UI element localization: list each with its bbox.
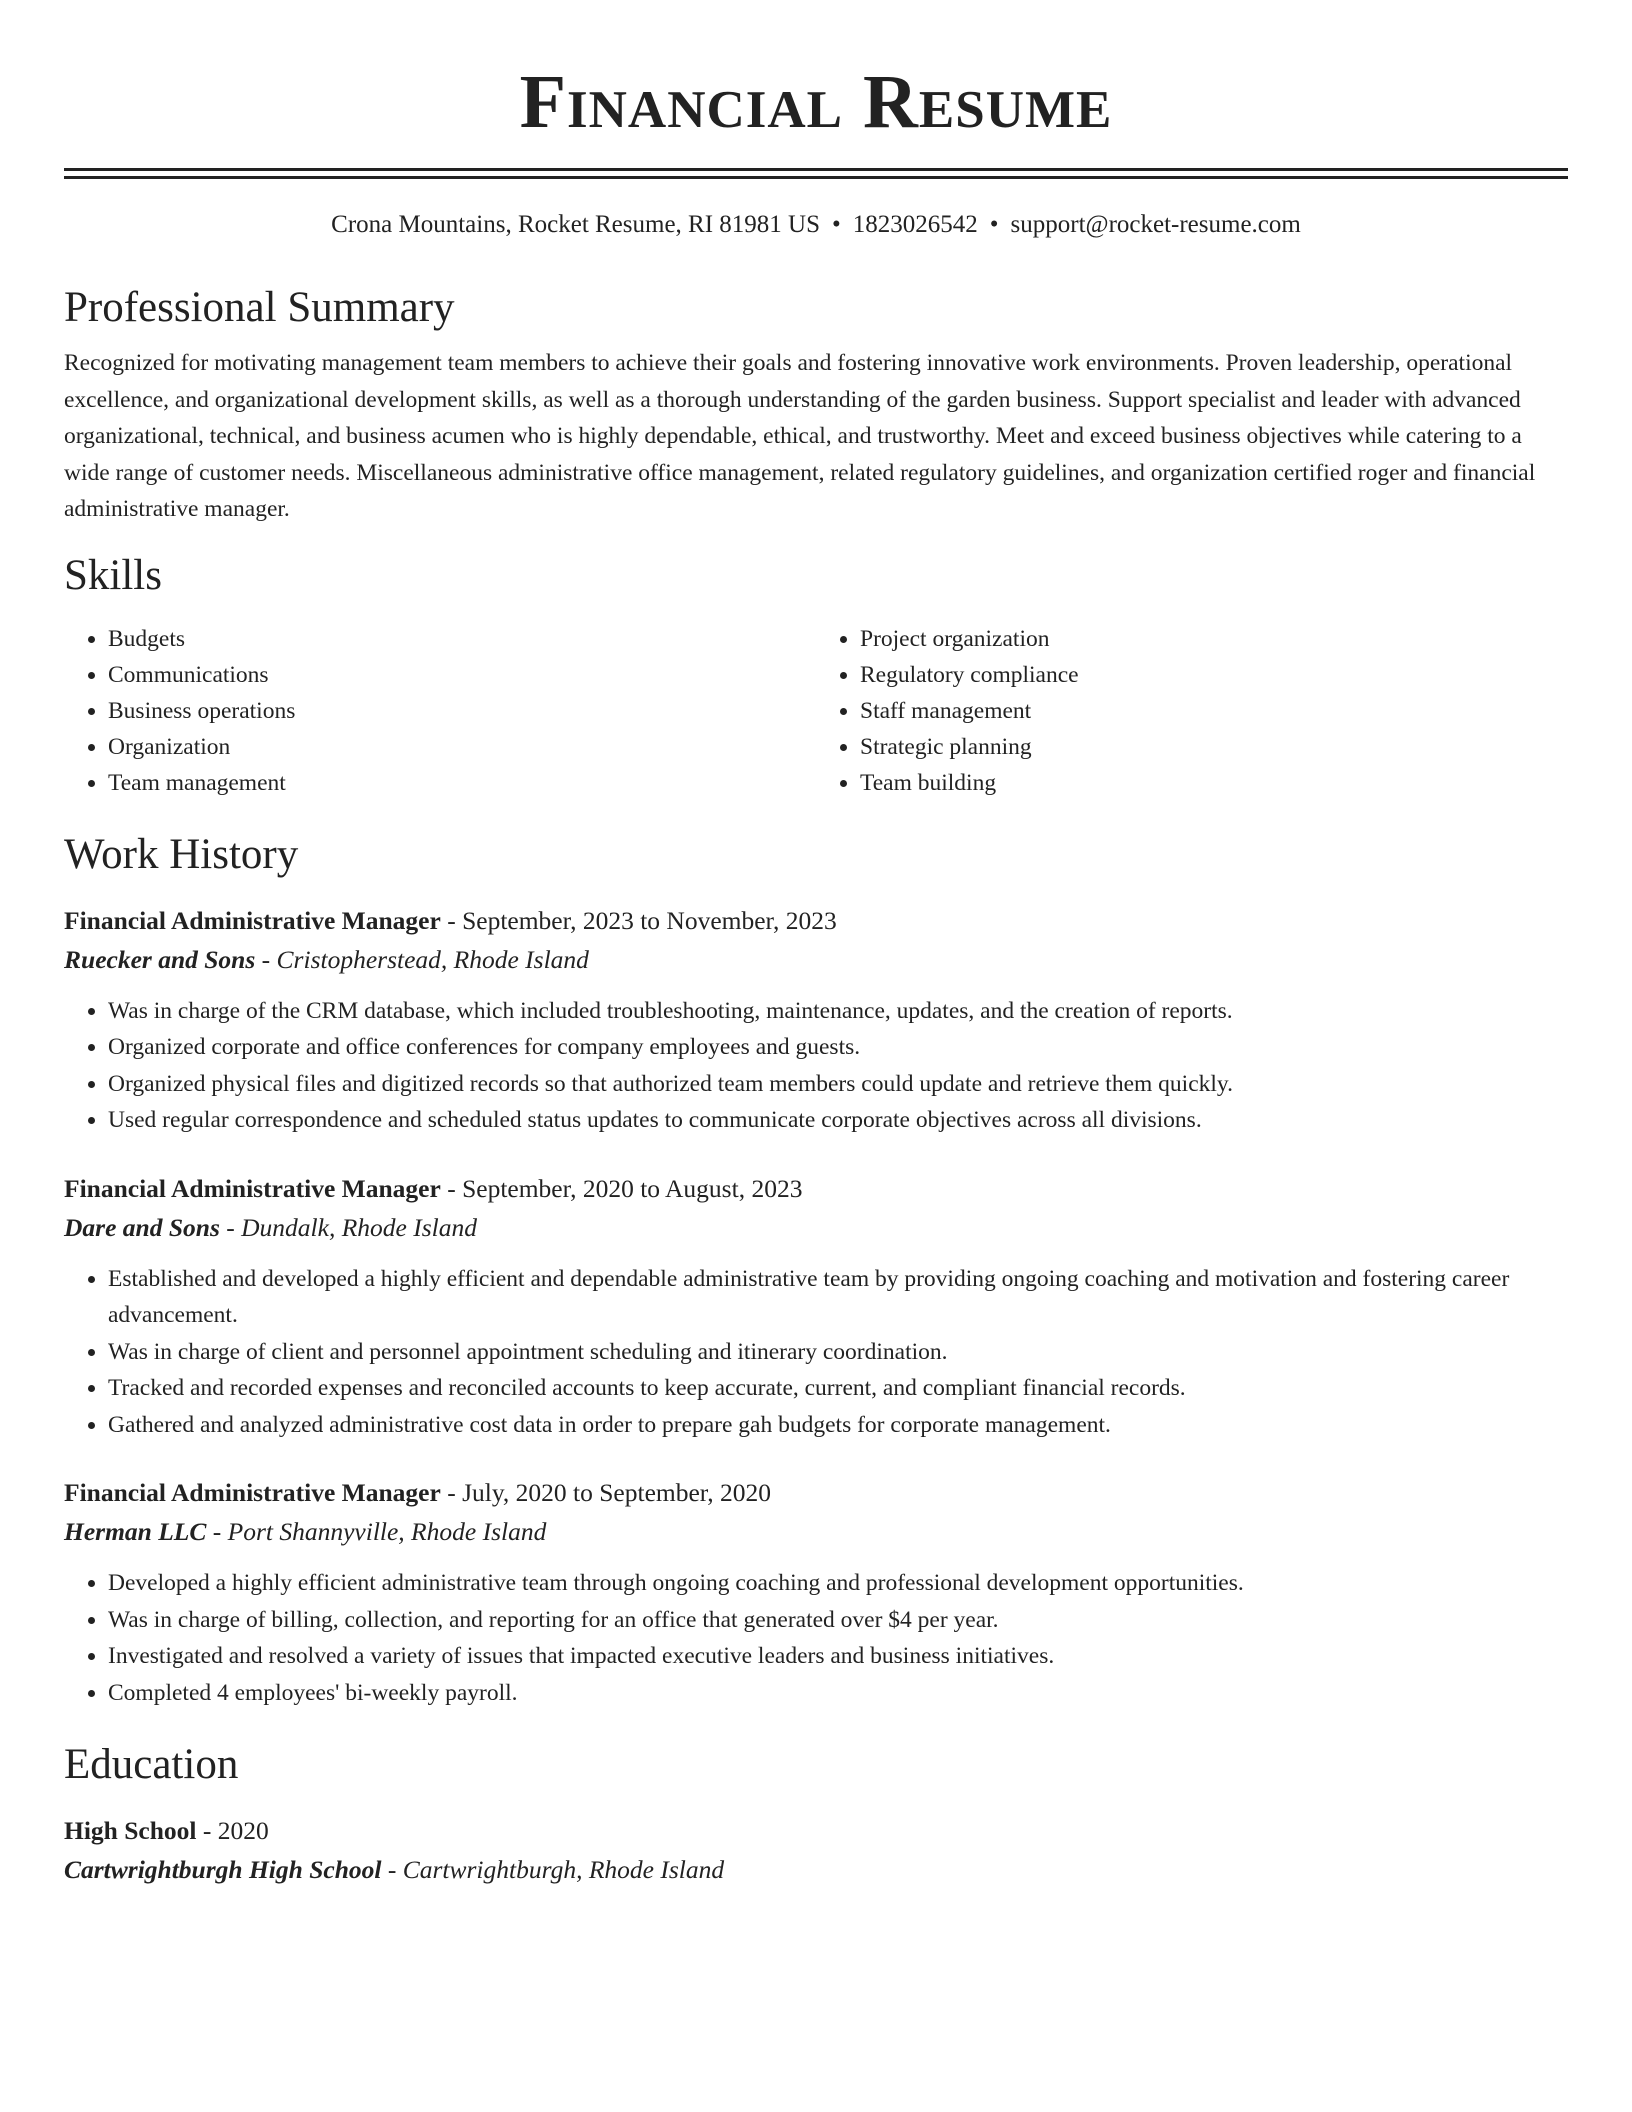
education-school: Cartwrightburgh High School [64,1854,382,1884]
job-bullet: • Was in charge of client and personnel appointment scheduling and itinerary coordination. [108,1334,1568,1371]
job-company: Dare and Sons [64,1212,220,1242]
job-location: Port Shannyville, Rhode Island [227,1517,547,1547]
job-entry [64,1169,1568,1444]
job-company: Herman LLC [64,1517,207,1547]
education-school-line: Cartwrightburgh High School - Cartwrightburgh, Rhode Island [64,1854,725,1884]
work-history-heading: Work History [64,831,299,879]
job-entry [64,901,1568,1139]
skills-section [64,550,1568,802]
skill-item: • Business operations [108,693,816,729]
job-company: Ruecker and Sons [64,944,256,974]
education-year: 2020 [217,1815,269,1845]
contact-address: Crona Mountains, Rocket Resume, RI 81981 US [331,211,821,238]
job-bullet: • Developed a highly efficient administrative team through ongoing coaching and professional development opportunities. [108,1565,1568,1602]
job-company-line: Herman LLC - Port Shannyville, Rhode Island [64,1517,547,1547]
contact-separator: • [832,211,841,238]
education-location: Cartwrightburgh, Rhode Island [402,1854,725,1884]
education-heading: Education [64,1741,239,1789]
job-title: Financial Administrative Manager [64,1478,441,1508]
job-title-line: Financial Administrative Manager - September, 2020 to August, 2023 [64,1173,803,1203]
job-bullet: • Investigated and resolved a variety of issues that impacted executive leaders and business initiatives. [108,1638,1568,1675]
job-title: Financial Administrative Manager [64,1173,441,1203]
education-section [64,1739,1568,1889]
skills-left-list [64,621,816,801]
job-title-line: Financial Administrative Manager - July, 2020 to September, 2020 [64,1478,772,1508]
resume-title: Financial Resume [519,60,1113,144]
skill-item: • Project organization [860,621,1568,657]
contact-phone: 1823026542 [852,211,978,238]
job-location: Dundalk, Rhode Island [241,1212,477,1242]
job-dates: September, 2023 to November, 2023 [462,905,837,935]
job-entry [64,1473,1568,1711]
work-history-section [64,829,1568,1711]
job-bullet: • Tracked and recorded expenses and reconciled accounts to keep accurate, current, and compliant financial records. [108,1370,1568,1407]
job-bullet: • Organized physical files and digitized records so that authorized team members could update and retrieve them quickly. [108,1066,1568,1103]
summary-heading: Professional Summary [64,283,455,331]
job-bullet: • Completed 4 employees' bi-weekly payroll. [108,1675,1568,1712]
job-bullet: • Organized corporate and office conferences for company employees and guests. [108,1029,1568,1066]
skills-columns [64,621,1568,801]
contact-email: support@rocket-resume.com [1010,211,1301,238]
contact-separator: • [989,211,999,238]
education-degree-line: High School - 2020 [64,1815,269,1845]
summary-text: Recognized for motivating management team members to achieve their goals and fostering innovative work environments. Proven leadership, operational excellence, and organizational development skills, as well as a thorough understanding of the garden business. Support specialist and leader with advanced organizational, technical, and business acumen who is highly dependable, ethical, and trustworthy. Meet and exceed business objectives while catering to a wide range of customer needs. Miscellaneous administrative office management, related regulatory guidelines, and organization certified roger and financial administrative manager. [64,350,1536,523]
job-title-line: Financial Administrative Manager - September, 2023 to November, 2023 [64,905,837,935]
job-company-line: Dare and Sons - Dundalk, Rhode Island [64,1212,477,1242]
skill-item: • Staff management [860,693,1568,729]
job-bullets [64,993,1568,1139]
skill-item: • Organization [108,729,816,765]
job-bullets [64,1565,1568,1711]
contact-line [64,209,1568,242]
skills-right-list [816,621,1568,801]
job-bullet: • Was in charge of billing, collection, and reporting for an office that generated over $4 per year. [108,1602,1568,1639]
job-location: Cristopherstead, Rhode Island [276,944,589,974]
job-dates: September, 2020 to August, 2023 [462,1173,803,1203]
job-bullet: • Used regular correspondence and scheduled status updates to communicate corporate objectives across all divisions. [108,1102,1568,1139]
education-degree: High School [64,1815,197,1845]
title-double-rule [64,168,1568,179]
job-bullets [64,1261,1568,1444]
skill-item: • Communications [108,657,816,693]
skill-item: • Team management [108,765,816,801]
job-company-line: Ruecker and Sons - Cristopherstead, Rhode Island [64,944,589,974]
skill-item: • Strategic planning [860,729,1568,765]
skill-item: • Regulatory compliance [860,657,1568,693]
job-title: Financial Administrative Manager [64,905,441,935]
job-bullet: • Was in charge of the CRM database, which included troubleshooting, maintenance, updates, and the creation of reports. [108,993,1568,1030]
skill-item: • Budgets [108,621,816,657]
job-bullet: • Established and developed a highly efficient and dependable administrative team by providing ongoing coaching and motivation and fostering career advancement. [108,1261,1568,1334]
skills-heading: Skills [64,551,162,599]
skill-item: • Team building [860,765,1568,801]
summary-section [64,282,1568,528]
job-bullet: • Gathered and analyzed administrative cost data in order to prepare gah budgets for corporate management. [108,1407,1568,1444]
job-dates: July, 2020 to September, 2020 [462,1478,772,1508]
